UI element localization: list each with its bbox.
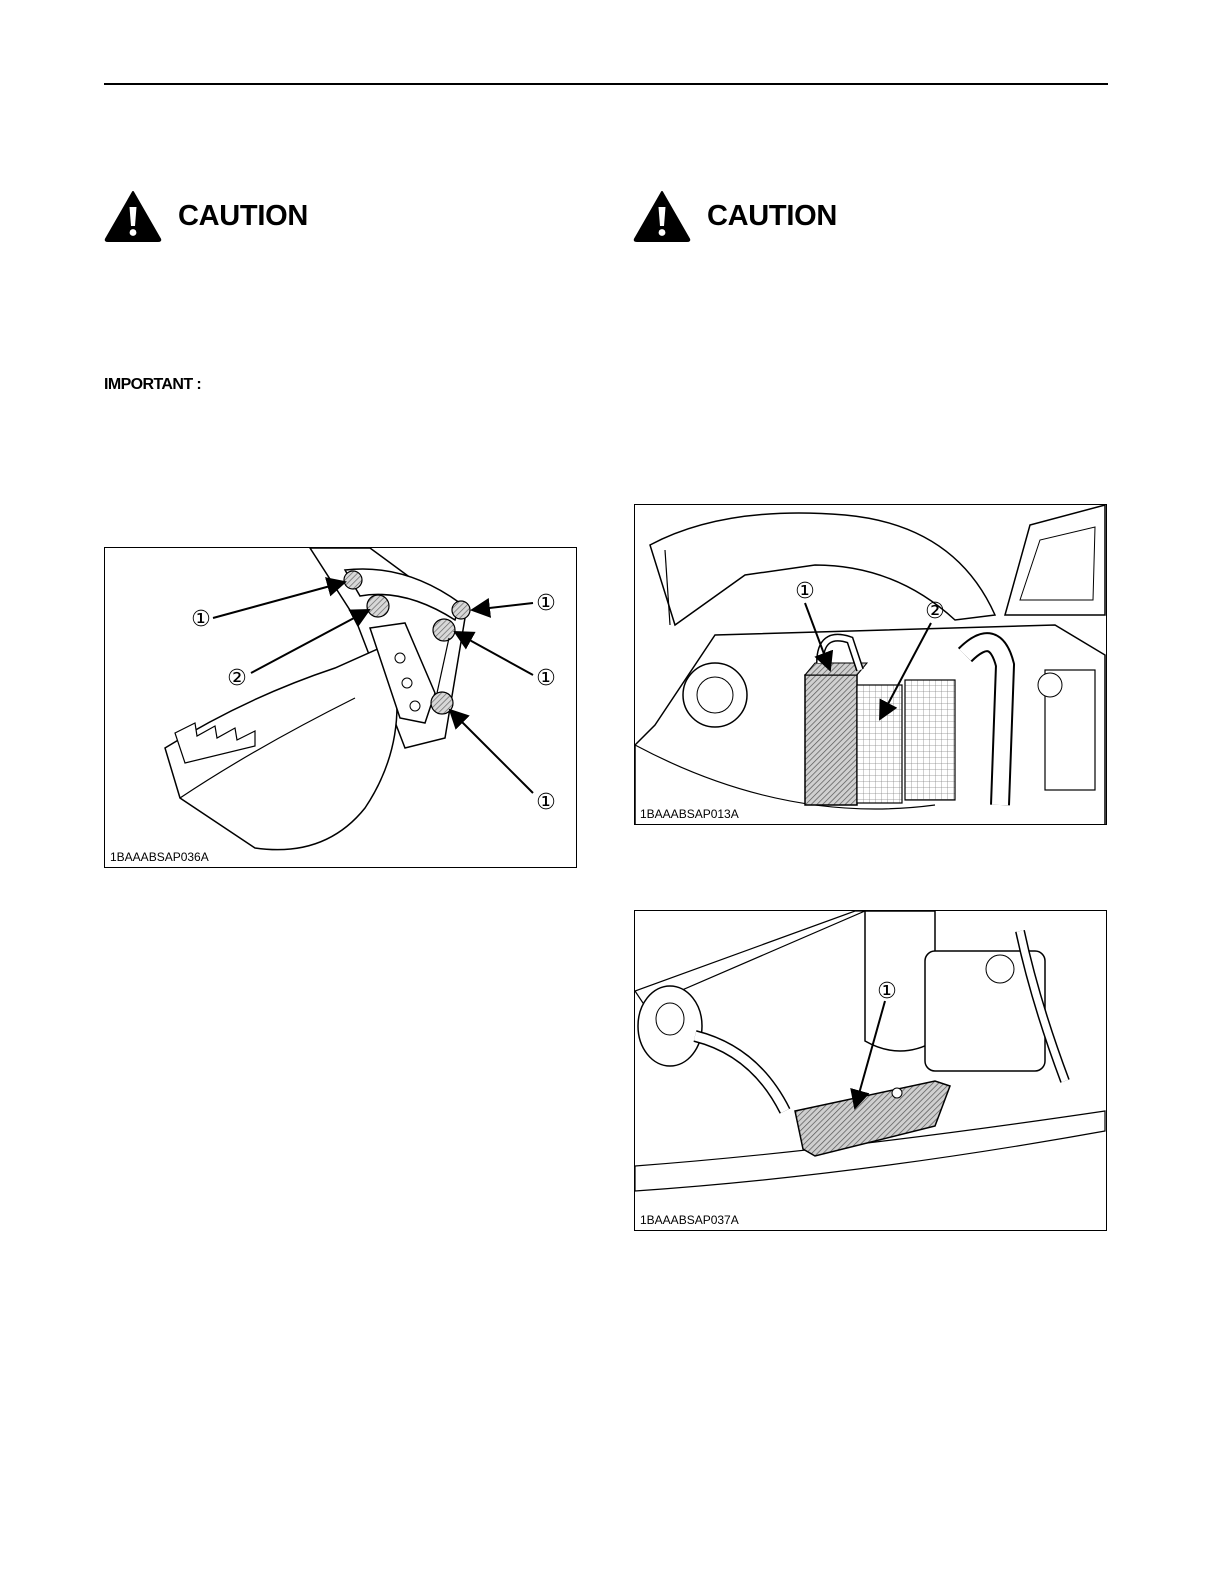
callout-1: ① (536, 666, 556, 691)
callout-2: ② (227, 666, 247, 691)
caution-heading-left (104, 190, 308, 242)
callout-2: ② (925, 599, 945, 624)
caution-label: CAUTION (178, 199, 309, 232)
important-label: IMPORTANT : (104, 376, 202, 393)
bucket-linkage-illustration (105, 548, 577, 868)
callout-1: ① (536, 591, 556, 616)
engine-bay-illustration (635, 505, 1107, 825)
warning-triangle-icon (633, 190, 691, 242)
callout-1: ① (191, 607, 211, 632)
figure-code: 1BAAABSAP036A (110, 850, 209, 864)
figure-underside-component (634, 910, 1107, 1231)
figure-code: 1BAAABSAP013A (640, 807, 739, 821)
caution-heading-right (633, 190, 837, 242)
callout-1: ① (795, 579, 815, 604)
figure-radiator-screen (634, 504, 1107, 825)
figure-bucket-linkage (104, 547, 577, 868)
underside-illustration (635, 911, 1107, 1231)
warning-triangle-icon (104, 190, 162, 242)
callout-1: ① (877, 979, 897, 1004)
figure-code: 1BAAABSAP037A (640, 1213, 739, 1227)
header-rule (104, 83, 1108, 85)
callout-1: ① (536, 790, 556, 815)
caution-label: CAUTION (707, 199, 838, 232)
